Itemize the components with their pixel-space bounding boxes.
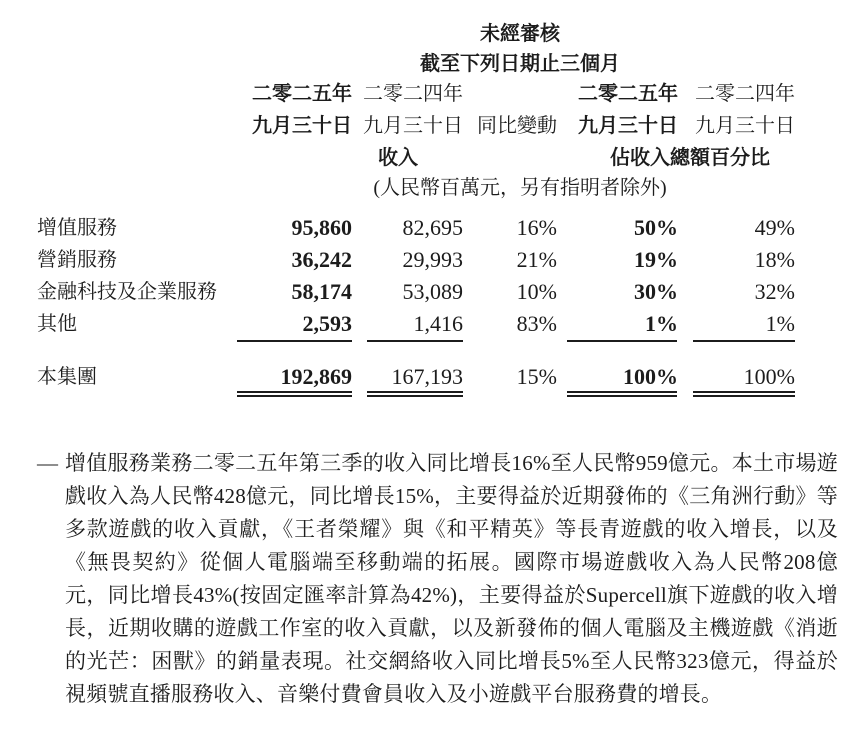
rev-2024-cell: 82,695 — [402, 215, 463, 240]
table-row — [0, 311, 849, 337]
pct-2025-cell: 19% — [634, 247, 678, 272]
total-rev-2025-cell: 192,869 — [280, 364, 352, 389]
table-double-rule — [237, 391, 352, 397]
table-row — [0, 247, 849, 273]
yoy-cell: 10% — [516, 279, 557, 304]
unit-note: (人民幣百萬元，另有指明者除外) — [373, 177, 667, 199]
total-pct-2024-cell: 100% — [743, 364, 795, 389]
col-header-rev-2024-date: 九月三十日 — [363, 115, 463, 137]
col-header-pct-2024-date: 九月三十日 — [695, 115, 795, 137]
table-row — [0, 215, 849, 241]
total-pct-2025-cell: 100% — [623, 364, 678, 389]
pct-2024-cell: 18% — [754, 247, 795, 272]
row-label: 增值服務 — [37, 217, 117, 239]
dash-bullet: — — [37, 451, 58, 475]
table-rule — [693, 340, 795, 342]
col-header-pct-2025-date: 九月三十日 — [578, 115, 678, 137]
rev-2024-cell: 53,089 — [402, 279, 463, 304]
table-double-rule — [567, 391, 677, 397]
pct-group-label: 佔收入總額百分比 — [610, 147, 770, 169]
col-header-pct-2024-year: 二零二四年 — [695, 83, 795, 105]
pct-2025-cell: 50% — [634, 215, 678, 240]
table-rule — [567, 340, 677, 342]
total-yoy-cell: 15% — [516, 364, 557, 389]
pct-2025-cell: 1% — [645, 311, 678, 336]
revenue-group-label: 收入 — [378, 147, 418, 169]
period-heading: 截至下列日期止三個月 — [420, 53, 620, 75]
rev-2025-cell: 36,242 — [291, 247, 352, 272]
row-label: 營銷服務 — [37, 249, 117, 271]
col-header-rev-2024-year: 二零二四年 — [363, 83, 463, 105]
col-header-rev-2025-date: 九月三十日 — [252, 115, 352, 137]
yoy-cell: 83% — [516, 311, 557, 336]
table-header-date-row — [0, 114, 849, 140]
unaudited-heading: 未經審核 — [480, 23, 560, 45]
pct-2025-cell: 30% — [634, 279, 678, 304]
pct-2024-cell: 49% — [754, 215, 795, 240]
rev-2024-cell: 29,993 — [402, 247, 463, 272]
table-double-rule — [367, 391, 463, 397]
table-rule — [237, 340, 352, 342]
rev-2024-cell: 1,416 — [413, 311, 463, 336]
col-header-pct-2025-year: 二零二五年 — [578, 83, 678, 105]
col-header-rev-2025-year: 二零二五年 — [252, 83, 352, 105]
vas-commentary-note — [37, 447, 842, 711]
table-row — [0, 279, 849, 305]
rev-2025-cell: 95,860 — [291, 215, 352, 240]
table-total-row — [0, 364, 849, 390]
row-label: 金融科技及企業服務 — [37, 281, 217, 303]
table-double-rule — [693, 391, 795, 397]
vas-commentary-text: 增值服務業務二零二五年第三季的收入同比增長16%至人民幣959億元。本土市場遊戲收入為人民幣428億元，同比增長15%，主要得益於近期發佈的《三角洲行動》等多款遊戲的收入貢獻，《王者榮耀》與《和平精英》等長青遊戲的收入增長，以及《無畏契約》從個人電腦端至移動端的拓展。國際市場遊戲收入為人民幣208億元，同比增長43%(按固定匯率計算為42%)，主要得益於Supercell旗下遊戲的收入增長，近期收購的遊戲工作室的收入貢獻，以及新發佈的個人電腦及主機遊戲《消逝的光芒：困獸》的銷量表現。社交網絡收入同比增長5%至人民幣323億元，得益於視頻號直播服務收入、音樂付費會員收入及小遊戲平台服務費的增長。 — [65, 451, 838, 706]
col-header-yoy: 同比變動 — [477, 115, 557, 137]
total-rev-2024-cell: 167,193 — [391, 364, 463, 389]
pct-2024-cell: 32% — [754, 279, 795, 304]
yoy-cell: 21% — [516, 247, 557, 272]
pct-2024-cell: 1% — [765, 311, 795, 336]
table-header-year-row — [0, 82, 849, 108]
row-label: 其他 — [37, 313, 77, 335]
yoy-cell: 16% — [516, 215, 557, 240]
total-label: 本集團 — [37, 366, 97, 388]
rev-2025-cell: 58,174 — [291, 279, 352, 304]
table-rule — [367, 340, 463, 342]
rev-2025-cell: 2,593 — [302, 311, 352, 336]
